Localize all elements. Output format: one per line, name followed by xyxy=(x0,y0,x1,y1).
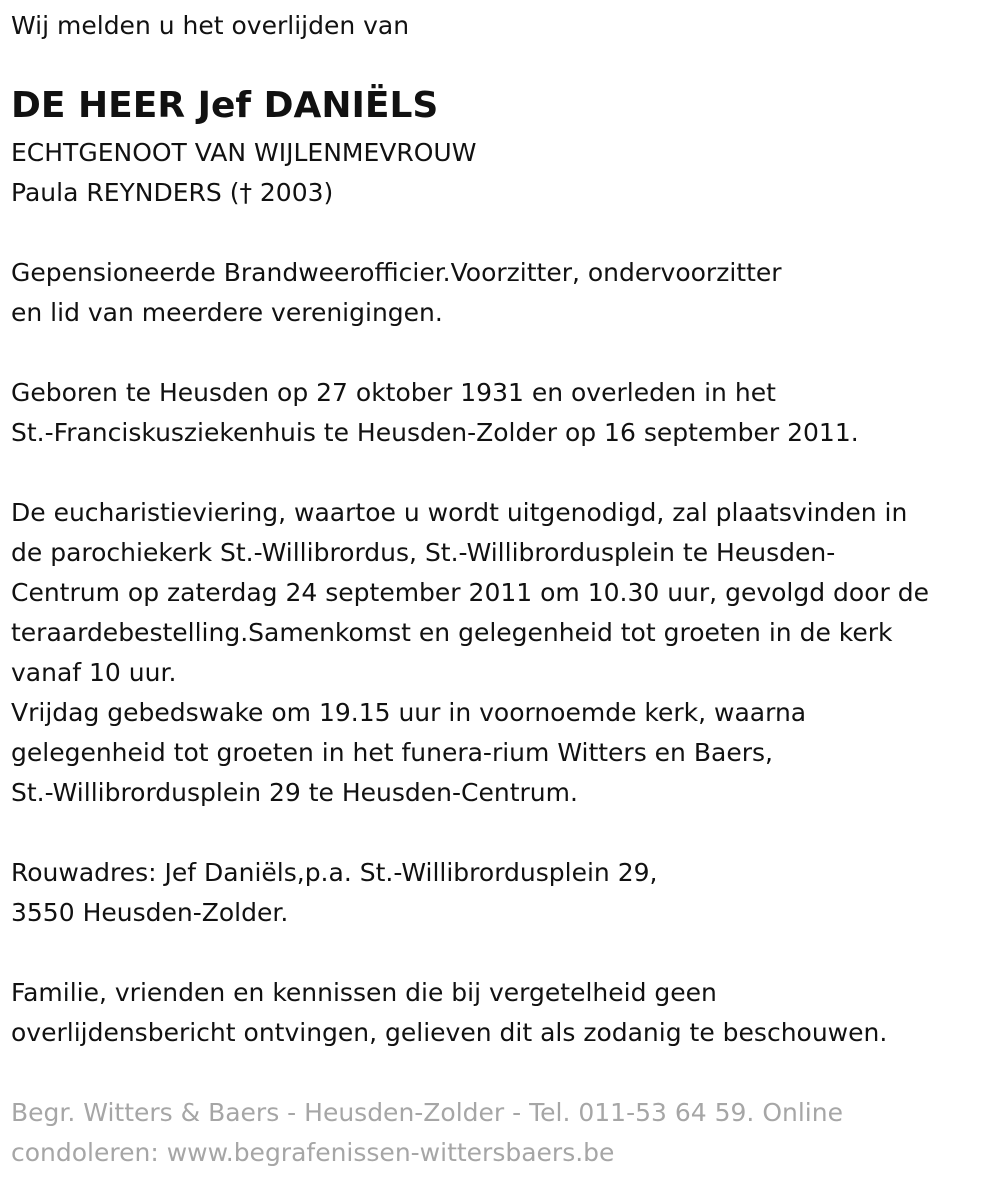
spouse-line: Paula REYNDERS († 2003) xyxy=(11,178,334,207)
profession-line: en lid van meerdere verenigingen. xyxy=(11,298,443,327)
ceremony-line: Vrijdag gebedswake om 19.15 uur in voornoemde kerk, waarna xyxy=(11,698,807,727)
birth-death-block xyxy=(11,373,859,453)
spouse-block xyxy=(11,133,476,213)
ceremony-line: St.-Willibrordusplein 29 te Heusden-Centrum. xyxy=(11,778,578,807)
funeral-home-footer xyxy=(11,1093,843,1173)
notice-line: overlijdensbericht ontvingen, gelieven dit als zodanig te beschouwen. xyxy=(11,1018,888,1047)
spouse-line: ECHTGENOOT VAN WIJLENMEVROUW xyxy=(11,138,477,167)
birth-death-line: St.-Franciskusziekenhuis te Heusden-Zolder op 16 september 2011. xyxy=(11,418,859,447)
mourning-address-line: Rouwadres: Jef Daniëls,p.a. St.-Willibrordusplein 29, xyxy=(11,858,658,887)
ceremony-line: gelegenheid tot groeten in het funera-rium Witters en Baers, xyxy=(11,738,773,767)
notice-line: Familie, vrienden en kennissen die bij vergetelheid geen xyxy=(11,978,717,1007)
notice-block xyxy=(11,973,887,1053)
profession-line: Gepensioneerde Brandweerofficier.Voorzitter, ondervoorzitter xyxy=(11,258,782,287)
mourning-address-line: 3550 Heusden-Zolder. xyxy=(11,898,289,927)
footer-line: condoleren: www.begrafenissen-wittersbaers.be xyxy=(11,1138,615,1167)
mourning-address-block xyxy=(11,853,657,933)
deceased-name: DE HEER Jef DANIËLS xyxy=(11,85,439,126)
ceremony-line: teraardebestelling.Samenkomst en gelegenheid tot groeten in de kerk xyxy=(11,618,893,647)
ceremony-line: de parochiekerk St.-Willibrordus, St.-Willibrordusplein te Heusden- xyxy=(11,538,836,567)
ceremony-line: Centrum op zaterdag 24 september 2011 om 10.30 uur, gevolgd door de xyxy=(11,578,929,607)
ceremony-block xyxy=(11,493,929,813)
intro-text: Wij melden u het overlijden van xyxy=(11,11,410,40)
footer-line: Begr. Witters & Baers - Heusden-Zolder - Tel. 011-53 64 59. Online xyxy=(11,1098,843,1127)
ceremony-line: vanaf 10 uur. xyxy=(11,658,177,687)
profession-block xyxy=(11,253,782,333)
birth-death-line: Geboren te Heusden op 27 oktober 1931 en overleden in het xyxy=(11,378,776,407)
ceremony-line: De eucharistieviering, waartoe u wordt uitgenodigd, zal plaatsvinden in xyxy=(11,498,908,527)
